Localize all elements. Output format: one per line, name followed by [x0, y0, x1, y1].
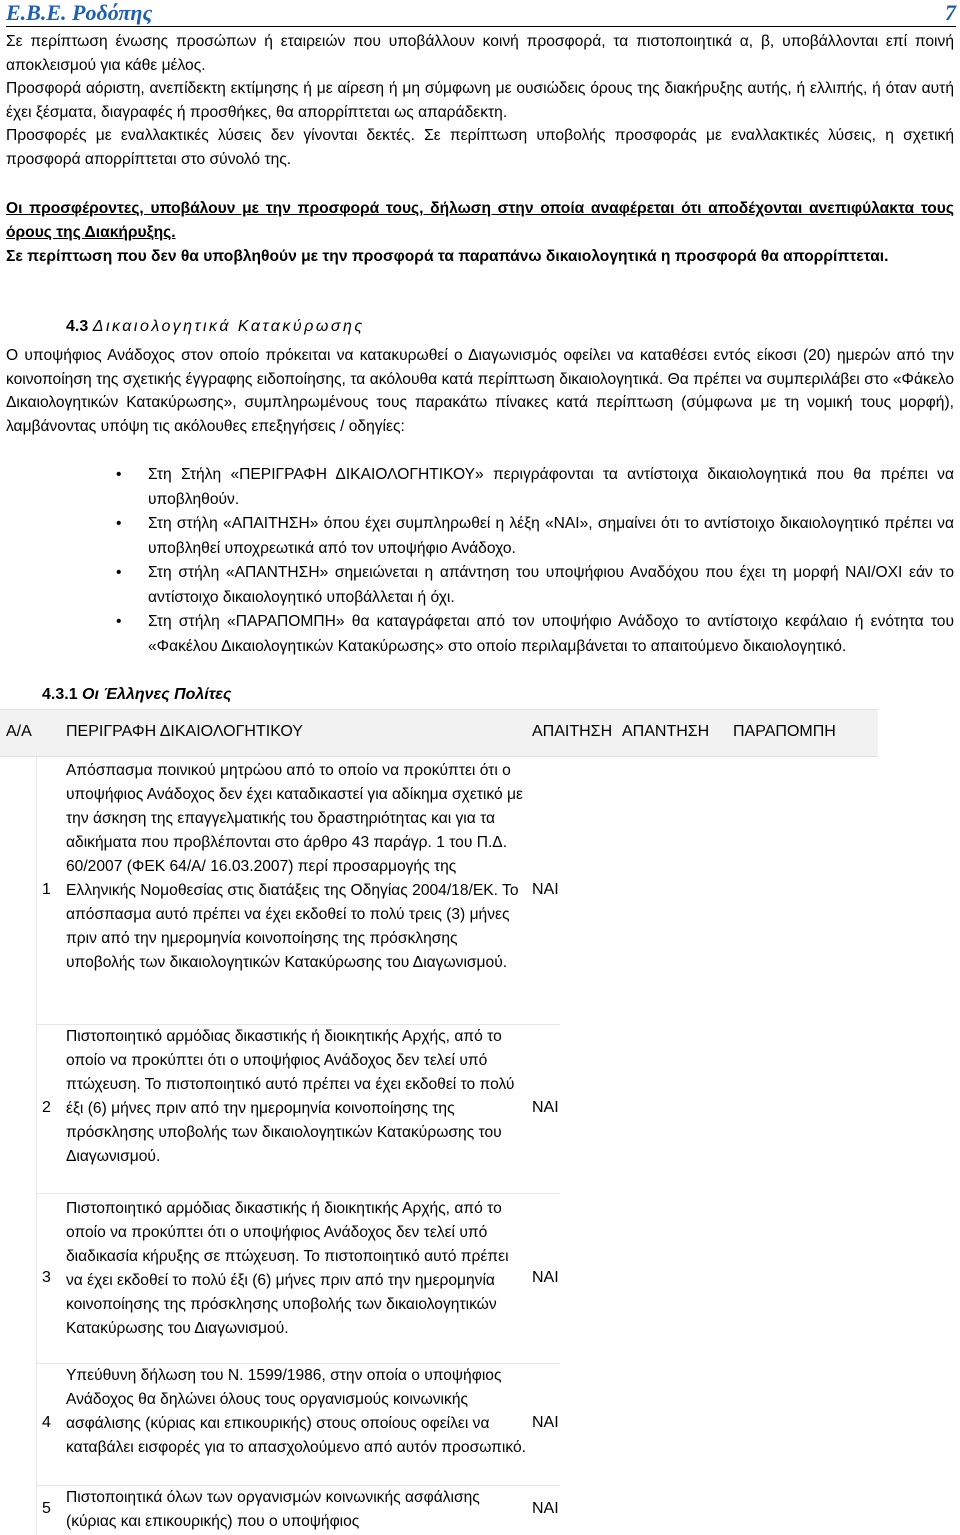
- row-number: 4: [42, 1414, 51, 1431]
- row-number: 2: [42, 1099, 51, 1116]
- row-divider: [36, 1193, 560, 1194]
- row-description: Πιστοποιητικά όλων των οργανισμών κοινωνικής ασφάλισης (κύριας και επικουρικής) που ο υποψήφιος: [66, 1489, 480, 1530]
- row-description: Υπεύθυνη δήλωση του Ν. 1599/1986, στην οποία ο υποψήφιος Ανάδοχος θα δηλώνει όλους τους οργανισμούς κοινωνικής ασφάλισης (κύριας και επικουρικής) στους οποίους οφείλει να καταβάλει εισφορές για το απασχολούμενο από αυτόν προσωπικό.: [66, 1367, 526, 1456]
- list-item: [6, 463, 954, 512]
- list-item: [6, 561, 954, 610]
- paragraph-missing-documents: Σε περίπτωση που δεν θα υποβληθούν με την προσφορά τα παραπάνω δικαιολογητικά η προσφορά θα απορρίπτεται.: [6, 248, 889, 265]
- row-description: Πιστοποιητικό αρμόδιας δικαστικής ή διοικητικής Αρχής, από το οποίο να προκύπτει ότι ο υποψήφιος Ανάδοχος δεν τελεί υπό πτώχευση. Το πιστοποιητικό αυτό πρέπει να έχει εκδοθεί το πολύ έξι (6) μήνες πριν από την ημερομηνία κοινοποίησης της πρόσκλησης υποβολής των δικαιολογητικών Κατακύρωσης του Διαγωνισμού.: [66, 1028, 515, 1165]
- paragraph-joint-offer: Σε περίπτωση ένωσης προσώπων ή εταιρειών που υποβάλλουν κοινή προσφορά, τα πιστοποιητικά α, β, υποβάλλονται επί ποινή αποκλεισμού για κάθε μέλος.: [6, 33, 954, 74]
- list-item-text: Στη στήλη «ΑΠΑΙΤΗΣΗ» όπου έχει συμπληρωθεί η λέξη «ΝΑΙ», σημαίνει ότι το αντίστοιχο δικαιολογητικό πρέπει να υποβληθεί υποχρεωτικά από τον υποψήφιο Ανάδοχο.: [148, 515, 954, 557]
- section-number: 4.3: [66, 318, 89, 335]
- section-heading: [66, 318, 365, 336]
- subsection-number: 4.3.1: [42, 686, 78, 703]
- table-header-row: [0, 709, 878, 757]
- instructions-list: [6, 463, 954, 659]
- list-item: [6, 610, 954, 659]
- table-border: [36, 755, 37, 1535]
- row-requirement: ΝΑΙ: [532, 1099, 559, 1116]
- bullet-icon: •: [116, 564, 122, 581]
- row-number: 1: [42, 881, 51, 898]
- paragraph-rejected-offer: Προσφορά αόριστη, ανεπίδεκτη εκτίμησης ή με αίρεση ή μη σύμφωνη με ουσιώδεις όρους της διακήρυξης αυτής, ή ελλιπής, ή όταν αυτή έχει ξέσματα, διαγραφές ή προσθήκες, θα απορρίπτεται ως απαράδεκτη.: [6, 80, 954, 121]
- column-header-answer: ΑΠΑΝΤΗΣΗ: [622, 723, 710, 740]
- list-item-text: Στη στήλη «ΑΠΑΝΤΗΣΗ» σημειώνεται η απάντηση του υποψήφιου Αναδόχου που έχει τη μορφή ΝΑΙ/ΟΧΙ εάν το αντίστοιχο δικαιολογητικό υποβάλλεται ή όχι.: [148, 564, 954, 606]
- row-requirement: ΝΑΙ: [532, 1414, 559, 1431]
- bullet-icon: •: [116, 515, 122, 532]
- subsection-title: Οι Έλληνες Πολίτες: [82, 686, 232, 703]
- paragraph-acceptance-declaration: [6, 197, 954, 244]
- row-requirement: ΝΑΙ: [532, 1269, 559, 1286]
- column-header-requirement: ΑΠΑΙΤΗΣΗ: [532, 723, 613, 740]
- header-organization: Ε.Β.Ε. Ροδόπης: [6, 0, 153, 25]
- bullet-icon: •: [116, 466, 122, 483]
- section-intro: Ο υποψήφιος Ανάδοχος στον οποίο πρόκειται να κατακυρωθεί ο Διαγωνισμός οφείλει να καταθέσει εντός είκοσι (20) ημερών από την κοινοποίηση της σχετικής έγγραφης ειδοποίησης, τα ακόλουθα κατά περίπτωση δικαιολογητικά. Θα πρέπει να συμπεριλάβει στο «Φάκελο Δικαιολογητικών Κατακύρωσης», συμπληρωμένους τους παρακάτω πίνακες κατά περίπτωση (σύμφωνα με τη νομική τους μορφή), λαμβάνοντας υπόψη τις ακόλουθες επεξηγήσεις / οδηγίες:: [6, 347, 954, 435]
- list-item-text: Στη Στήλη «ΠΕΡΙΓΡΑΦΗ ΔΙΚΑΙΟΛΟΓΗΤΙΚΟΥ» περιγράφονται τα αντίστοιχα δικαιολογητικά που θα πρέπει να υποβληθούν.: [148, 466, 954, 508]
- row-description: Απόσπασμα ποινικού μητρώου από το οποίο να προκύπτει ότι ο υποψήφιος Ανάδοχος δεν έχει καταδικαστεί για αδίκημα σχετικό με την άσκηση της επαγγελματικής του δραστηριότητας και για τα αδικήματα που προβλέπονται στο άρθρο 43 παράγρ. 1 του Π.Δ. 60/2007 (ΦΕΚ 64/Α/ 16.03.2007) περί προσαρμογής της Ελληνικής Νομοθεσίας στις διατάξεις της Οδηγίας 2004/18/ΕΚ. Το απόσπασμα αυτό πρέπει να έχει εκδοθεί το πολύ τρεις (3) μήνες πριν από την ημερομηνία κοινοποίησης της πρόσκλησης υποβολής των δικαιολογητικών Κατακύρωσης του Διαγωνισμού.: [66, 762, 523, 971]
- row-number: 5: [42, 1500, 51, 1517]
- column-header-reference: ΠΑΡΑΠΟΜΠΗ: [733, 723, 836, 740]
- bullet-icon: •: [116, 613, 122, 630]
- paragraph-acceptance-text: Οι προσφέροντες, υποβάλουν με την προσφορά τους, δήλωση στην οποία αναφέρεται ότι αποδέχονται ανεπιφύλακτα τους όρους της Διακήρυξης.: [6, 200, 954, 241]
- row-requirement: ΝΑΙ: [532, 1500, 559, 1517]
- page-number: 7: [945, 0, 956, 25]
- row-description: Πιστοποιητικό αρμόδιας δικαστικής ή διοικητικής Αρχής, από το οποίο να προκύπτει ότι ο υποψήφιος Ανάδοχος δεν τελεί υπό διαδικασία κήρυξης σε πτώχευση. Το πιστοποιητικό αυτό πρέπει να έχει εκδοθεί το πολύ έξι (6) μήνες πριν από την ημερομηνία κοινοποίησης της πρόσκλησης υποβολής των δικαιολογητικών Κατακύρωσης του Διαγωνισμού.: [66, 1200, 509, 1337]
- row-number: 3: [42, 1269, 51, 1286]
- section-title: Δικαιολογητικά Κατακύρωσης: [92, 318, 365, 335]
- subsection-heading: [42, 686, 231, 704]
- paragraph-alternative-solutions: Προσφορές με εναλλακτικές λύσεις δεν γίνονται δεκτές. Σε περίπτωση υποβολής προσφοράς με εναλλακτικές λύσεις, η σχετική προσφορά απορρίπτεται στο σύνολό της.: [6, 127, 954, 168]
- column-header-aa: Α/Α: [6, 723, 32, 740]
- list-item: [6, 512, 954, 561]
- list-item-text: Στη στήλη «ΠΑΡΑΠΟΜΠΗ» θα καταγράφεται από τον υποψήφιο Ανάδοχο το αντίστοιχο κεφάλαιο ή ενότητα του «Φακέλου Δικαιολογητικών Κατακύρωσης» στο οποίο περιλαμβάνεται το απαιτούμενο δικαιολογητικό.: [148, 613, 954, 655]
- row-requirement: ΝΑΙ: [532, 881, 559, 898]
- page-header: [6, 0, 956, 27]
- column-header-description: ΠΕΡΙΓΡΑΦΗ ΔΙΚΑΙΟΛΟΓΗΤΙΚΟΥ: [66, 723, 303, 740]
